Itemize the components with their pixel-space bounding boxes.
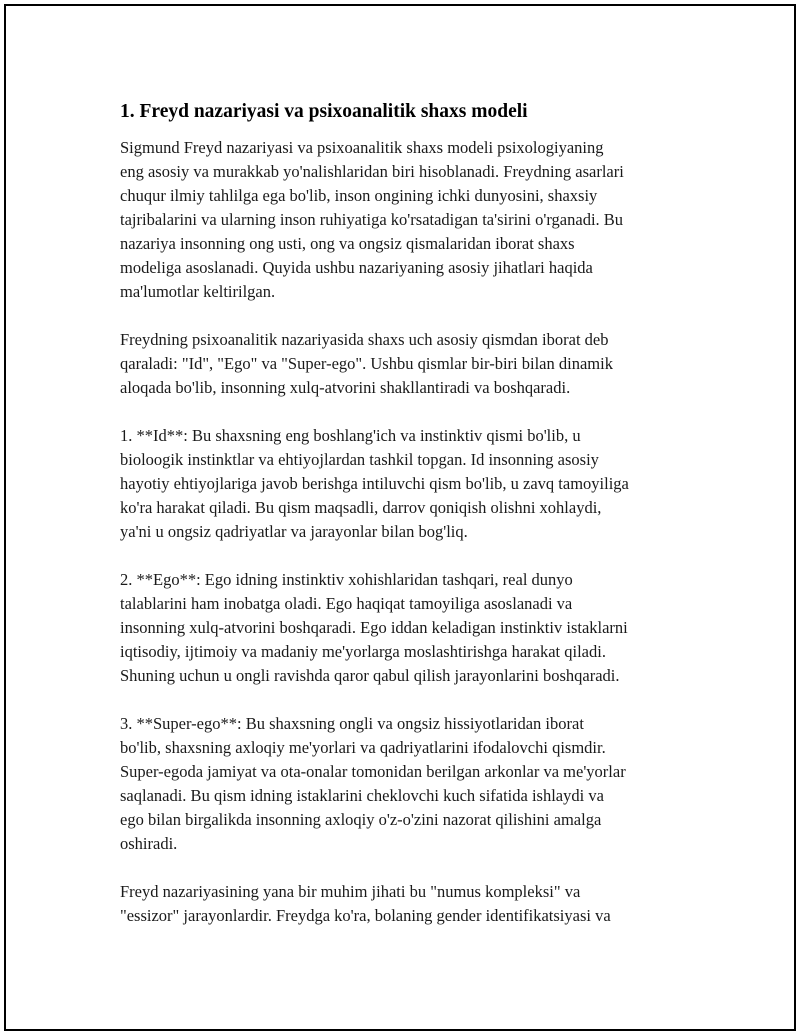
document-body xyxy=(120,98,700,952)
section-heading: 1. Freyd nazariyasi va psixoanalitik shaxs modeli xyxy=(120,101,528,122)
paragraph-ego: 2. **Ego**: Ego idning instinktiv xohishlaridan tashqari, real dunyo talablarini ham inobatga oladi. Ego haqiqat tamoyiliga asoslanadi va insonning xulq-atvorini boshqaradi. Ego iddan keladigan instinktiv istaklarni iqtisodiy, ijtimoiy va madaniy me'yorlarga moslashtirishga harakat qiladi. Shuning uchun u ongli ravishda qaror qabul qilish jarayonlarini boshqaradi. xyxy=(120,570,628,685)
paragraph-super-ego: 3. **Super-ego**: Bu shaxsning ongli va ongsiz hissiyotlaridan iborat bo'lib, shaxsning axloqiy me'yorlari va qadriyatlarini ifodalovchi qismdir. Super-egoda jamiyat va ota-onalar tomonidan berilgan arkonlar va me'yorlar saqlanadi. Bu qism idning istaklarini cheklovchi kuch sifatida ishlaydi va ego bilan birgalikda insonning axloqiy o'z-o'zini nazorat qilishini amalga oshiradi. xyxy=(120,714,626,853)
paragraph-complex: Freyd nazariyasining yana bir muhim jihati bu "numus kompleksi" va "essizor" jarayonlardir. Freydga ko'ra, bolaning gender identifikatsiyasi va xyxy=(120,882,611,925)
paragraph-structure: Freydning psixoanalitik nazariyasida shaxs uch asosiy qismdan iborat deb qaraladi: "Id", "Ego" va "Super-ego". Ushbu qismlar bir-biri bilan dinamik aloqada bo'lib, insonning xulq-atvorini shakllantiradi va boshqaradi. xyxy=(120,330,613,397)
paragraph-intro: Sigmund Freyd nazariyasi va psixoanalitik shaxs modeli psixologiyaning eng asosiy va murakkab yo'nalishlaridan biri hisoblanadi. Freydning asarlari chuqur ilmiy tahlilga ega bo'lib, inson ongining ichki dunyosini, shaxsiy tajribalarini va ularning inson ruhiyatiga ko'rsatadigan ta'sirini o'rganadi. Bu nazariya insonning ong usti, ong va ongsiz qismalaridan iborat shaxs modeliga asoslanadi. Quyida ushbu nazariyaning asosiy jihatlari haqida ma'lumotlar keltirilgan. xyxy=(120,138,624,301)
paragraph-id: 1. **Id**: Bu shaxsning eng boshlang'ich va instinktiv qismi bo'lib, u bioloogik instinktlar va ehtiyojlardan tashkil topgan. Id insonning asosiy hayotiy ehtiyojlariga javob berishga intiluvchi qism bo'lib, u zavq tamoyiliga ko'ra harakat qiladi. Bu qism maqsadli, darrov qoniqish olishni xohlaydi, ya'ni u ongsiz qadriyatlar va jarayonlar bilan bog'liq. xyxy=(120,426,629,541)
page-frame xyxy=(4,4,796,1031)
